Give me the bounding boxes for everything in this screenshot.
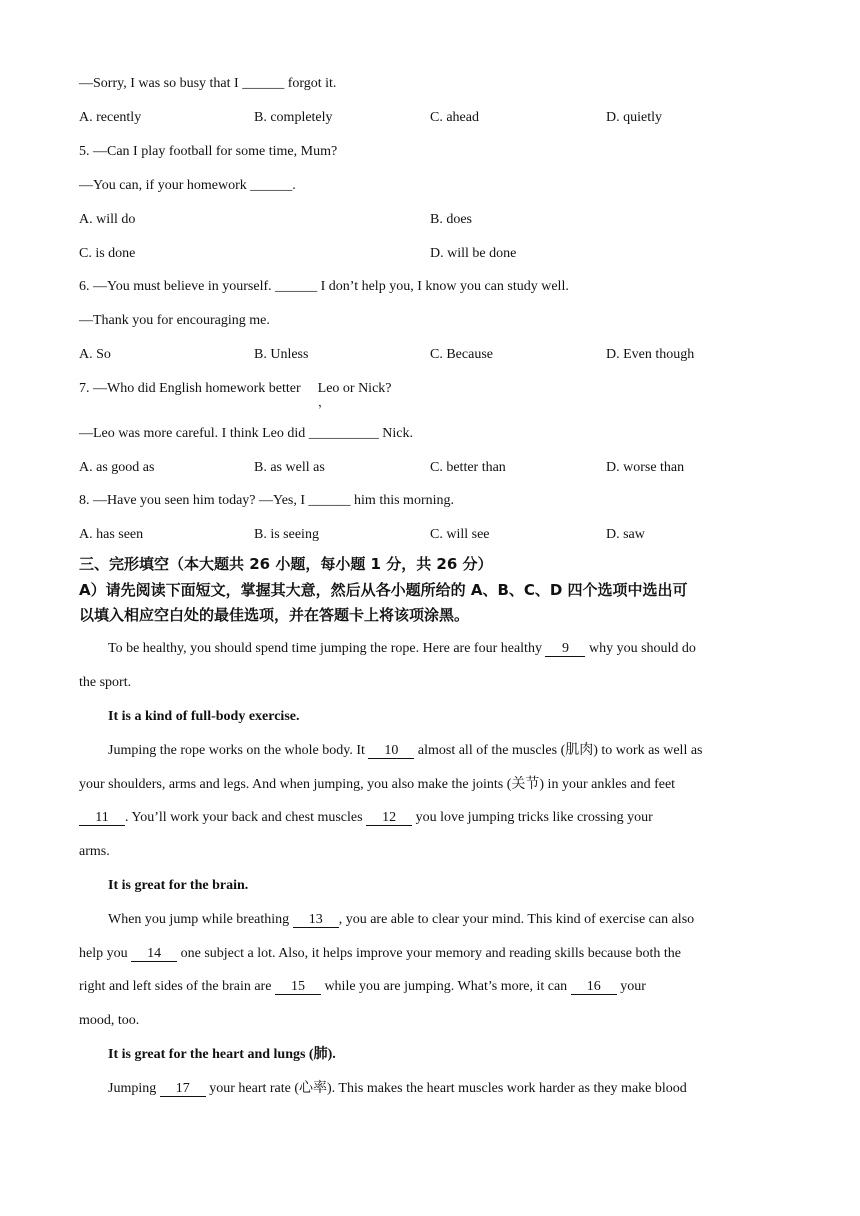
- passage-paragraph-2-line-2: your shoulders, arms and legs. And when jumping, you also make the joints (关节) in your ankles and feet: [79, 777, 676, 792]
- q6-option-c: C. Because: [430, 347, 493, 362]
- q5-question: 5. —Can I play football for some time, Mum?: [79, 144, 338, 159]
- passage-paragraph-4: [108, 1080, 687, 1098]
- subheading-full-body: It is a kind of full-body exercise.: [108, 709, 300, 724]
- section-title: 三、完形填空（本大题共 26 小题，每小题 1 分，共 26 分）: [79, 555, 493, 573]
- passage-text: one subject a lot. Also, it helps improve your memory and reading skills because both the: [180, 946, 682, 961]
- passage-text: When you jump while breathing: [108, 912, 290, 927]
- q6-option-b: B. Unless: [254, 347, 309, 362]
- q6-answer-line: —Thank you for encouraging me.: [79, 313, 270, 328]
- q8-option-c: C. will see: [430, 527, 490, 542]
- q6-option-a: A. So: [79, 347, 111, 362]
- q7-answer-line: —Leo was more careful. I think Leo did __________ Nick.: [79, 426, 413, 441]
- q6-question: 6. —You must believe in yourself. ______ I don’t help you, I know you can study well.: [79, 279, 569, 294]
- blank-16: 16: [571, 979, 617, 995]
- q6-option-d: D. Even though: [606, 347, 695, 362]
- section-instruction-line-2: 以填入相应空白处的最佳选项，并在答题卡上将该项涂黑。: [79, 606, 470, 624]
- subheading-heart-lungs: It is great for the heart and lungs (肺).: [108, 1047, 336, 1062]
- passage-paragraph-3: [108, 911, 694, 929]
- blank-9: 9: [545, 641, 585, 657]
- q7-option-b: B. as well as: [254, 460, 325, 475]
- q4-option-d: D. quietly: [606, 110, 662, 125]
- passage-text: Jumping: [108, 1081, 157, 1096]
- passage-text: your: [620, 979, 646, 994]
- passage-text: almost all of the muscles (肌肉) to work as well as: [417, 743, 703, 758]
- q7-comma: ，: [318, 395, 331, 409]
- section-instruction-line-1: A）请先阅读下面短文，掌握其大意，然后从各小题所给的 A、B、C、D 四个选项中选出可: [79, 581, 688, 599]
- q5-answer-line: —You can, if your homework ______.: [79, 178, 296, 193]
- q8-option-a: A. has seen: [79, 527, 144, 542]
- blank-14: 14: [131, 946, 177, 962]
- blank-10: 10: [368, 743, 414, 759]
- q5-option-d: D. will be done: [430, 246, 517, 261]
- subheading-brain: It is great for the brain.: [108, 878, 249, 893]
- passage-paragraph-1-cont: the sport.: [79, 675, 132, 690]
- q7-option-d: D. worse than: [606, 460, 685, 475]
- q7-option-c: C. better than: [430, 460, 506, 475]
- blank-15: 15: [275, 979, 321, 995]
- q7-question-start: 7. —Who did English homework better: [79, 381, 301, 396]
- q7-option-a: A. as good as: [79, 460, 155, 475]
- passage-paragraph-1: [108, 640, 696, 658]
- passage-text: help you: [79, 946, 128, 961]
- q5-option-a: A. will do: [79, 212, 136, 227]
- q7-question: [79, 380, 392, 398]
- q5-option-b: B. does: [430, 212, 472, 227]
- passage-text: while you are jumping. What’s more, it can: [324, 979, 568, 994]
- blank-13: 13: [293, 912, 339, 928]
- passage-text: , you are able to clear your mind. This kind of exercise can also: [338, 912, 695, 927]
- passage-text: Jumping the rope works on the whole body. It: [108, 743, 365, 758]
- passage-text: . You’ll work your back and chest muscles: [125, 810, 363, 825]
- q8-question: 8. —Have you seen him today? —Yes, I ______ him this morning.: [79, 493, 454, 508]
- passage-text: you love jumping tricks like crossing your: [415, 810, 653, 825]
- q7-question-end: Leo or Nick?: [317, 381, 392, 396]
- q8-option-d: D. saw: [606, 527, 645, 542]
- passage-paragraph-3-line-2: [79, 945, 681, 963]
- passage-paragraph-2: [108, 742, 703, 760]
- passage-text: To be healthy, you should spend time jumping the rope. Here are four healthy: [108, 641, 542, 656]
- q8-option-b: B. is seeing: [254, 527, 319, 542]
- blank-11: 11: [79, 810, 125, 826]
- blank-17: 17: [160, 1081, 206, 1097]
- passage-paragraph-3-line-4: mood, too.: [79, 1013, 140, 1028]
- q4-option-b: B. completely: [254, 110, 333, 125]
- q4-option-a: A. recently: [79, 110, 142, 125]
- q4-option-c: C. ahead: [430, 110, 479, 125]
- passage-text: why you should do: [588, 641, 696, 656]
- passage-paragraph-2-line-4: arms.: [79, 844, 110, 859]
- passage-paragraph-3-line-3: [79, 978, 646, 996]
- blank-12: 12: [366, 810, 412, 826]
- q5-option-c: C. is done: [79, 246, 136, 261]
- q4-answer-line: —Sorry, I was so busy that I ______ forgot it.: [79, 76, 337, 91]
- passage-text: your heart rate (心率). This makes the heart muscles work harder as they make blood: [209, 1081, 687, 1096]
- passage-text: right and left sides of the brain are: [79, 979, 272, 994]
- passage-paragraph-2-line-3: [79, 809, 653, 827]
